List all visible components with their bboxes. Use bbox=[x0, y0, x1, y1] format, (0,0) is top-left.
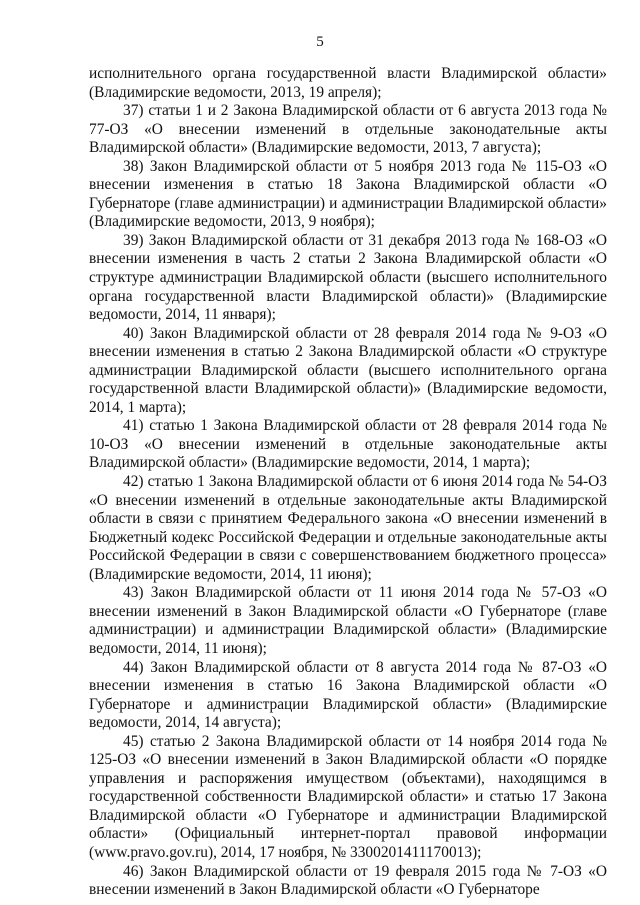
document-body bbox=[89, 65, 607, 900]
paragraph-continuation: исполнительного органа государственной власти Владимирской области» (Владимирские ведомости, 2013, 19 апреля); bbox=[89, 65, 607, 101]
list-item-38: 38) Закон Владимирской области от 5 ноября 2013 года № 115-ОЗ «О внесении изменения в статью 18 Закона Владимирской области «О Губернаторе (главе администрации) и администрации Владимирской области» (Владимирские ведомости, 2013, 9 ноября); bbox=[89, 157, 607, 231]
list-item-37: 37) статьи 1 и 2 Закона Владимирской области от 6 августа 2013 года № 77-ОЗ «О внесении изменений в отдельные законодательные акты Владимирской области» (Владимирские ведомости, 2013, 7 августа); bbox=[89, 102, 607, 157]
page-number: 5 bbox=[316, 34, 324, 50]
list-item-44: 44) Закон Владимирской области от 8 августа 2014 года № 87-ОЗ «О внесении изменения в статью 16 Закона Владимирской области «О Губернаторе и администрации Владимирской области» (Владимирские ведомости, 2014, 14 августа); bbox=[89, 658, 607, 732]
list-item-41: 41) статью 1 Закона Владимирской области от 28 февраля 2014 года № 10-ОЗ «О внесении изменений в отдельные законодательные акты Владимирской области» (Владимирские ведомости, 2014, 1 марта); bbox=[89, 417, 607, 472]
list-item-46: 46) Закон Владимирской области от 19 февраля 2015 года № 7-ОЗ «О внесении изменений в Закон Владимирской области «О Губернаторе bbox=[89, 862, 607, 899]
list-item-45: 45) статью 2 Закона Владимирской области от 14 ноября 2014 года № 125-ОЗ «О внесении изменений в Закон Владимирской области «О порядке управления и распоряжения имуществом (объектами), находящимся в государственной собственности Владимирской области» и статью 17 Закона Владимирской области «О Губернаторе и администрации Владимирской области» (Официальный интернет-портал правовой информации (www.pravo.gov.ru), 2014, 17 ноября, № 3300201411170013); bbox=[89, 732, 607, 861]
list-item-40: 40) Закон Владимирской области от 28 февраля 2014 года № 9-ОЗ «О внесении изменения в статью 2 Закона Владимирской области «О структуре администрации Владимирской области (высшего исполнительного органа государственной власти Владимирской области)» (Владимирские ведомости, 2014, 1 марта); bbox=[89, 324, 607, 416]
list-item-43: 43) Закон Владимирской области от 11 июня 2014 года № 57-ОЗ «О внесении изменений в Закон Владимирской области «О Губернаторе (главе администрации) и администрации Владимирской области» (Владимирские ведомости, 2014, 11 июня); bbox=[89, 584, 607, 657]
list-item-42: 42) статью 1 Закона Владимирской области от 6 июня 2014 года № 54-ОЗ «О внесении изменений в отдельные законодательные акты Владимирской области в связи с принятием Федерального закона «О внесении изменений в Бюджетный кодекс Российской Федерации и отдельные законодательные акты Российской Федерации в связи с совершенствованием бюджетного процесса» (Владимирские ведомости, 2014, 11 июня); bbox=[89, 473, 607, 583]
list-item-39: 39) Закон Владимирской области от 31 декабря 2013 года № 168-ОЗ «О внесении изменения в часть 2 статьи 2 Закона Владимирской области «О структуре администрации Владимирской области (высшего исполнительного органа государственной власти Владимирской области)» (Владимирские ведомости, 2014, 11 января); bbox=[89, 231, 607, 324]
